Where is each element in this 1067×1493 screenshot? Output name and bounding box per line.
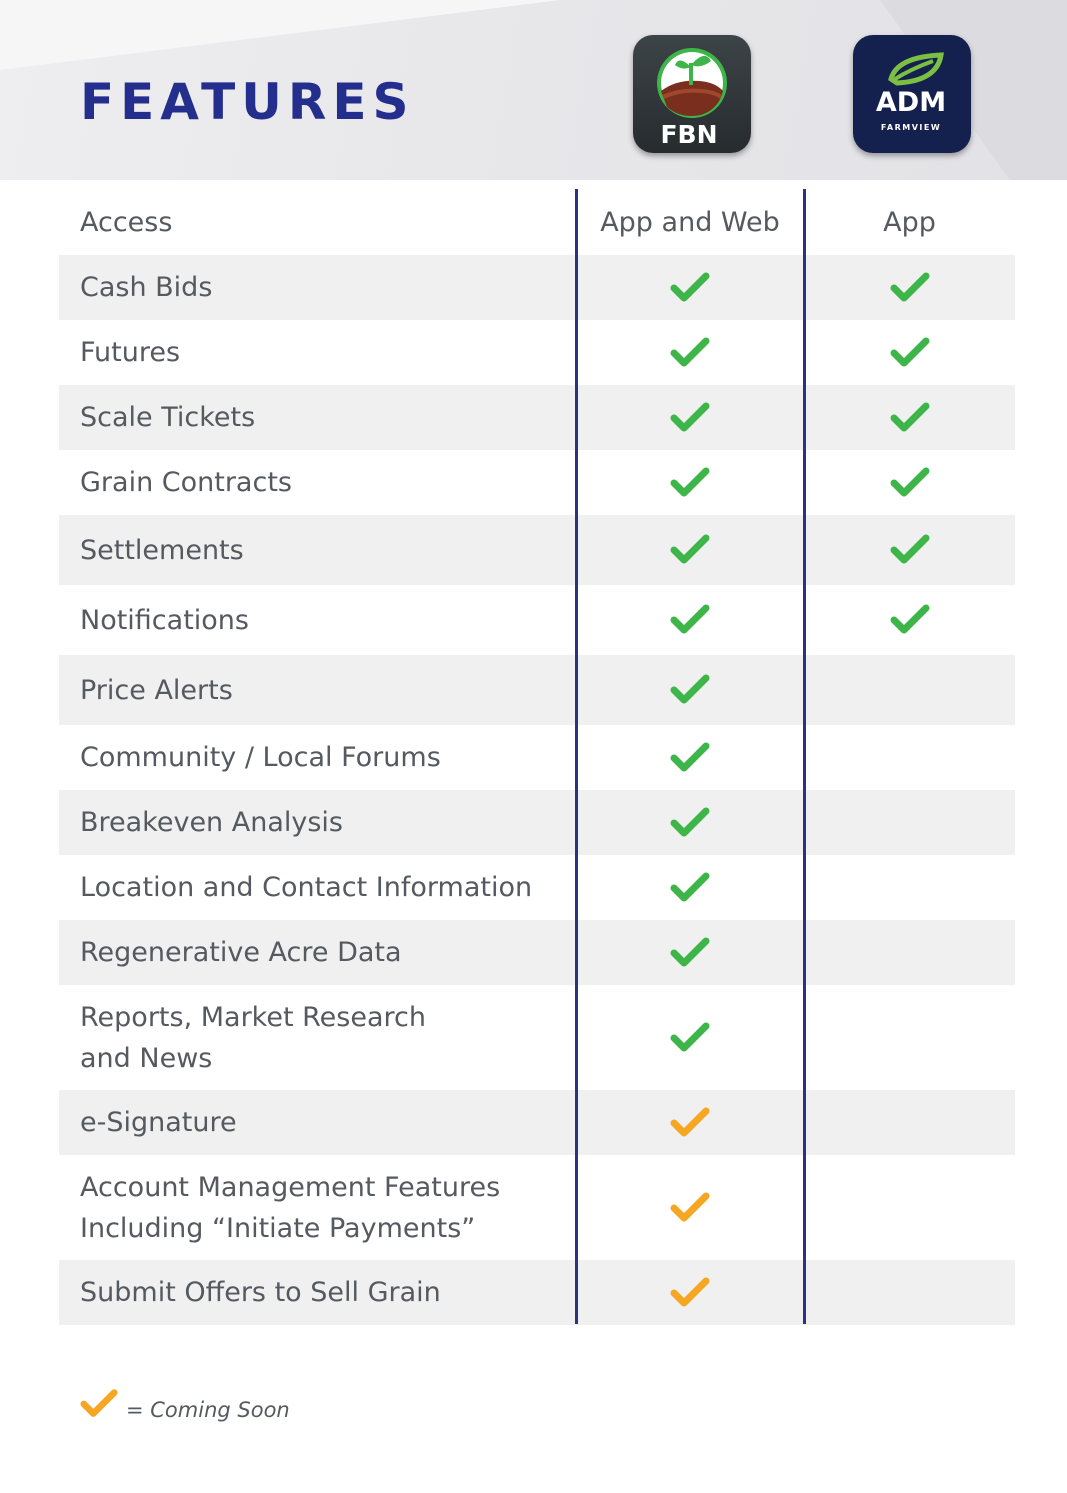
adm-cell: [804, 655, 1015, 725]
feature-label: Community / Local Forums: [80, 742, 441, 773]
header: [0, 0, 1067, 180]
feature-label: Cash Bids: [80, 272, 213, 303]
feature-label: Account Management Features Including “Initiate Payments”: [80, 1171, 501, 1244]
check-icon-available: [670, 402, 710, 434]
table-row: [59, 855, 1015, 920]
fbn-leaf-icon: [633, 35, 751, 153]
table-row: [59, 385, 1015, 450]
legend: [80, 1386, 290, 1422]
adm-logo: [853, 35, 971, 153]
check-icon-available: [670, 742, 710, 774]
table-row: [59, 1090, 1015, 1155]
adm-leaf-icon: [853, 35, 971, 153]
feature-label: Breakeven Analysis: [80, 807, 343, 838]
check-icon-available: [670, 467, 710, 499]
fbn-cell: [576, 655, 804, 725]
table-row: [59, 585, 1015, 655]
feature-label: Regenerative Acre Data: [80, 937, 402, 968]
adm-cell: [804, 725, 1015, 790]
fbn-cell: [576, 920, 804, 985]
svg-text:ADM: ADM: [875, 87, 947, 118]
fbn-cell: [576, 255, 804, 320]
check-icon-available: [670, 337, 710, 369]
check-icon-available: [670, 872, 710, 904]
adm-cell: [804, 1090, 1015, 1155]
table-row: [59, 920, 1015, 985]
table-row: [59, 985, 1015, 1090]
check-icon-available: [670, 534, 710, 566]
fbn-cell: [576, 790, 804, 855]
table-row: [59, 1260, 1015, 1325]
feature-label: Location and Contact Information: [80, 872, 533, 903]
table-row: [59, 725, 1015, 790]
table-row: [59, 790, 1015, 855]
fbn-cell: [576, 515, 804, 585]
adm-cell: [804, 920, 1015, 985]
page-title: FEATURES: [80, 73, 415, 131]
adm-cell: [804, 320, 1015, 385]
check-icon-coming-soon: [670, 1107, 710, 1139]
feature-label: Submit Offers to Sell Grain: [80, 1277, 441, 1308]
check-icon-available: [890, 604, 930, 636]
fbn-cell: [576, 585, 804, 655]
table-row: [59, 655, 1015, 725]
adm-cell: [804, 1260, 1015, 1325]
fbn-access-value: App and Web: [600, 207, 780, 238]
fbn-cell: [576, 855, 804, 920]
table-row: [59, 515, 1015, 585]
table-row: [59, 255, 1015, 320]
check-icon-available: [890, 337, 930, 369]
adm-cell: [804, 790, 1015, 855]
check-icon-available: [890, 402, 930, 434]
fbn-column-divider: [575, 189, 578, 1324]
table-row: [59, 450, 1015, 515]
fbn-cell: [576, 450, 804, 515]
table-row: [59, 1155, 1015, 1260]
fbn-cell: [576, 1260, 804, 1325]
fbn-cell: [576, 985, 804, 1090]
adm-cell: [804, 385, 1015, 450]
fbn-cell: [576, 320, 804, 385]
adm-cell: [804, 585, 1015, 655]
check-icon-available: [670, 937, 710, 969]
feature-label: Scale Tickets: [80, 402, 256, 433]
check-icon-available: [670, 1022, 710, 1054]
check-icon-available: [890, 534, 930, 566]
adm-cell: [804, 985, 1015, 1090]
fbn-cell: [576, 1090, 804, 1155]
fbn-cell: [576, 385, 804, 450]
check-icon-available: [670, 807, 710, 839]
adm-cell: [804, 515, 1015, 585]
feature-label: Futures: [80, 337, 181, 368]
adm-cell: [804, 855, 1015, 920]
access-row: [59, 190, 1015, 255]
check-icon-available: [670, 272, 710, 304]
feature-label: Notifications: [80, 604, 249, 636]
adm-cell: [804, 255, 1015, 320]
feature-comparison-table: [59, 190, 1015, 1325]
check-icon-coming-soon: [80, 1388, 118, 1420]
check-icon-coming-soon: [670, 1277, 710, 1309]
feature-label: Reports, Market Research and News: [80, 1001, 426, 1074]
adm-cell: [804, 1155, 1015, 1260]
adm-column-divider: [803, 189, 806, 1324]
check-icon-available: [670, 674, 710, 706]
table-row: [59, 320, 1015, 385]
fbn-cell: [576, 725, 804, 790]
svg-text:FARMVIEW: FARMVIEW: [880, 123, 942, 132]
svg-text:FBN: FBN: [660, 120, 718, 149]
check-icon-available: [890, 272, 930, 304]
feature-label: Price Alerts: [80, 674, 233, 706]
fbn-logo: [633, 35, 751, 153]
check-icon-coming-soon: [670, 1192, 710, 1224]
feature-label: e-Signature: [80, 1107, 237, 1138]
feature-label: Settlements: [80, 534, 244, 566]
check-icon-available: [890, 467, 930, 499]
access-label: Access: [80, 207, 173, 238]
legend-text: = Coming Soon: [126, 1398, 290, 1422]
feature-label: Grain Contracts: [80, 467, 292, 498]
check-icon-available: [670, 604, 710, 636]
adm-cell: [804, 450, 1015, 515]
fbn-cell: [576, 1155, 804, 1260]
adm-access-value: App: [883, 207, 936, 238]
